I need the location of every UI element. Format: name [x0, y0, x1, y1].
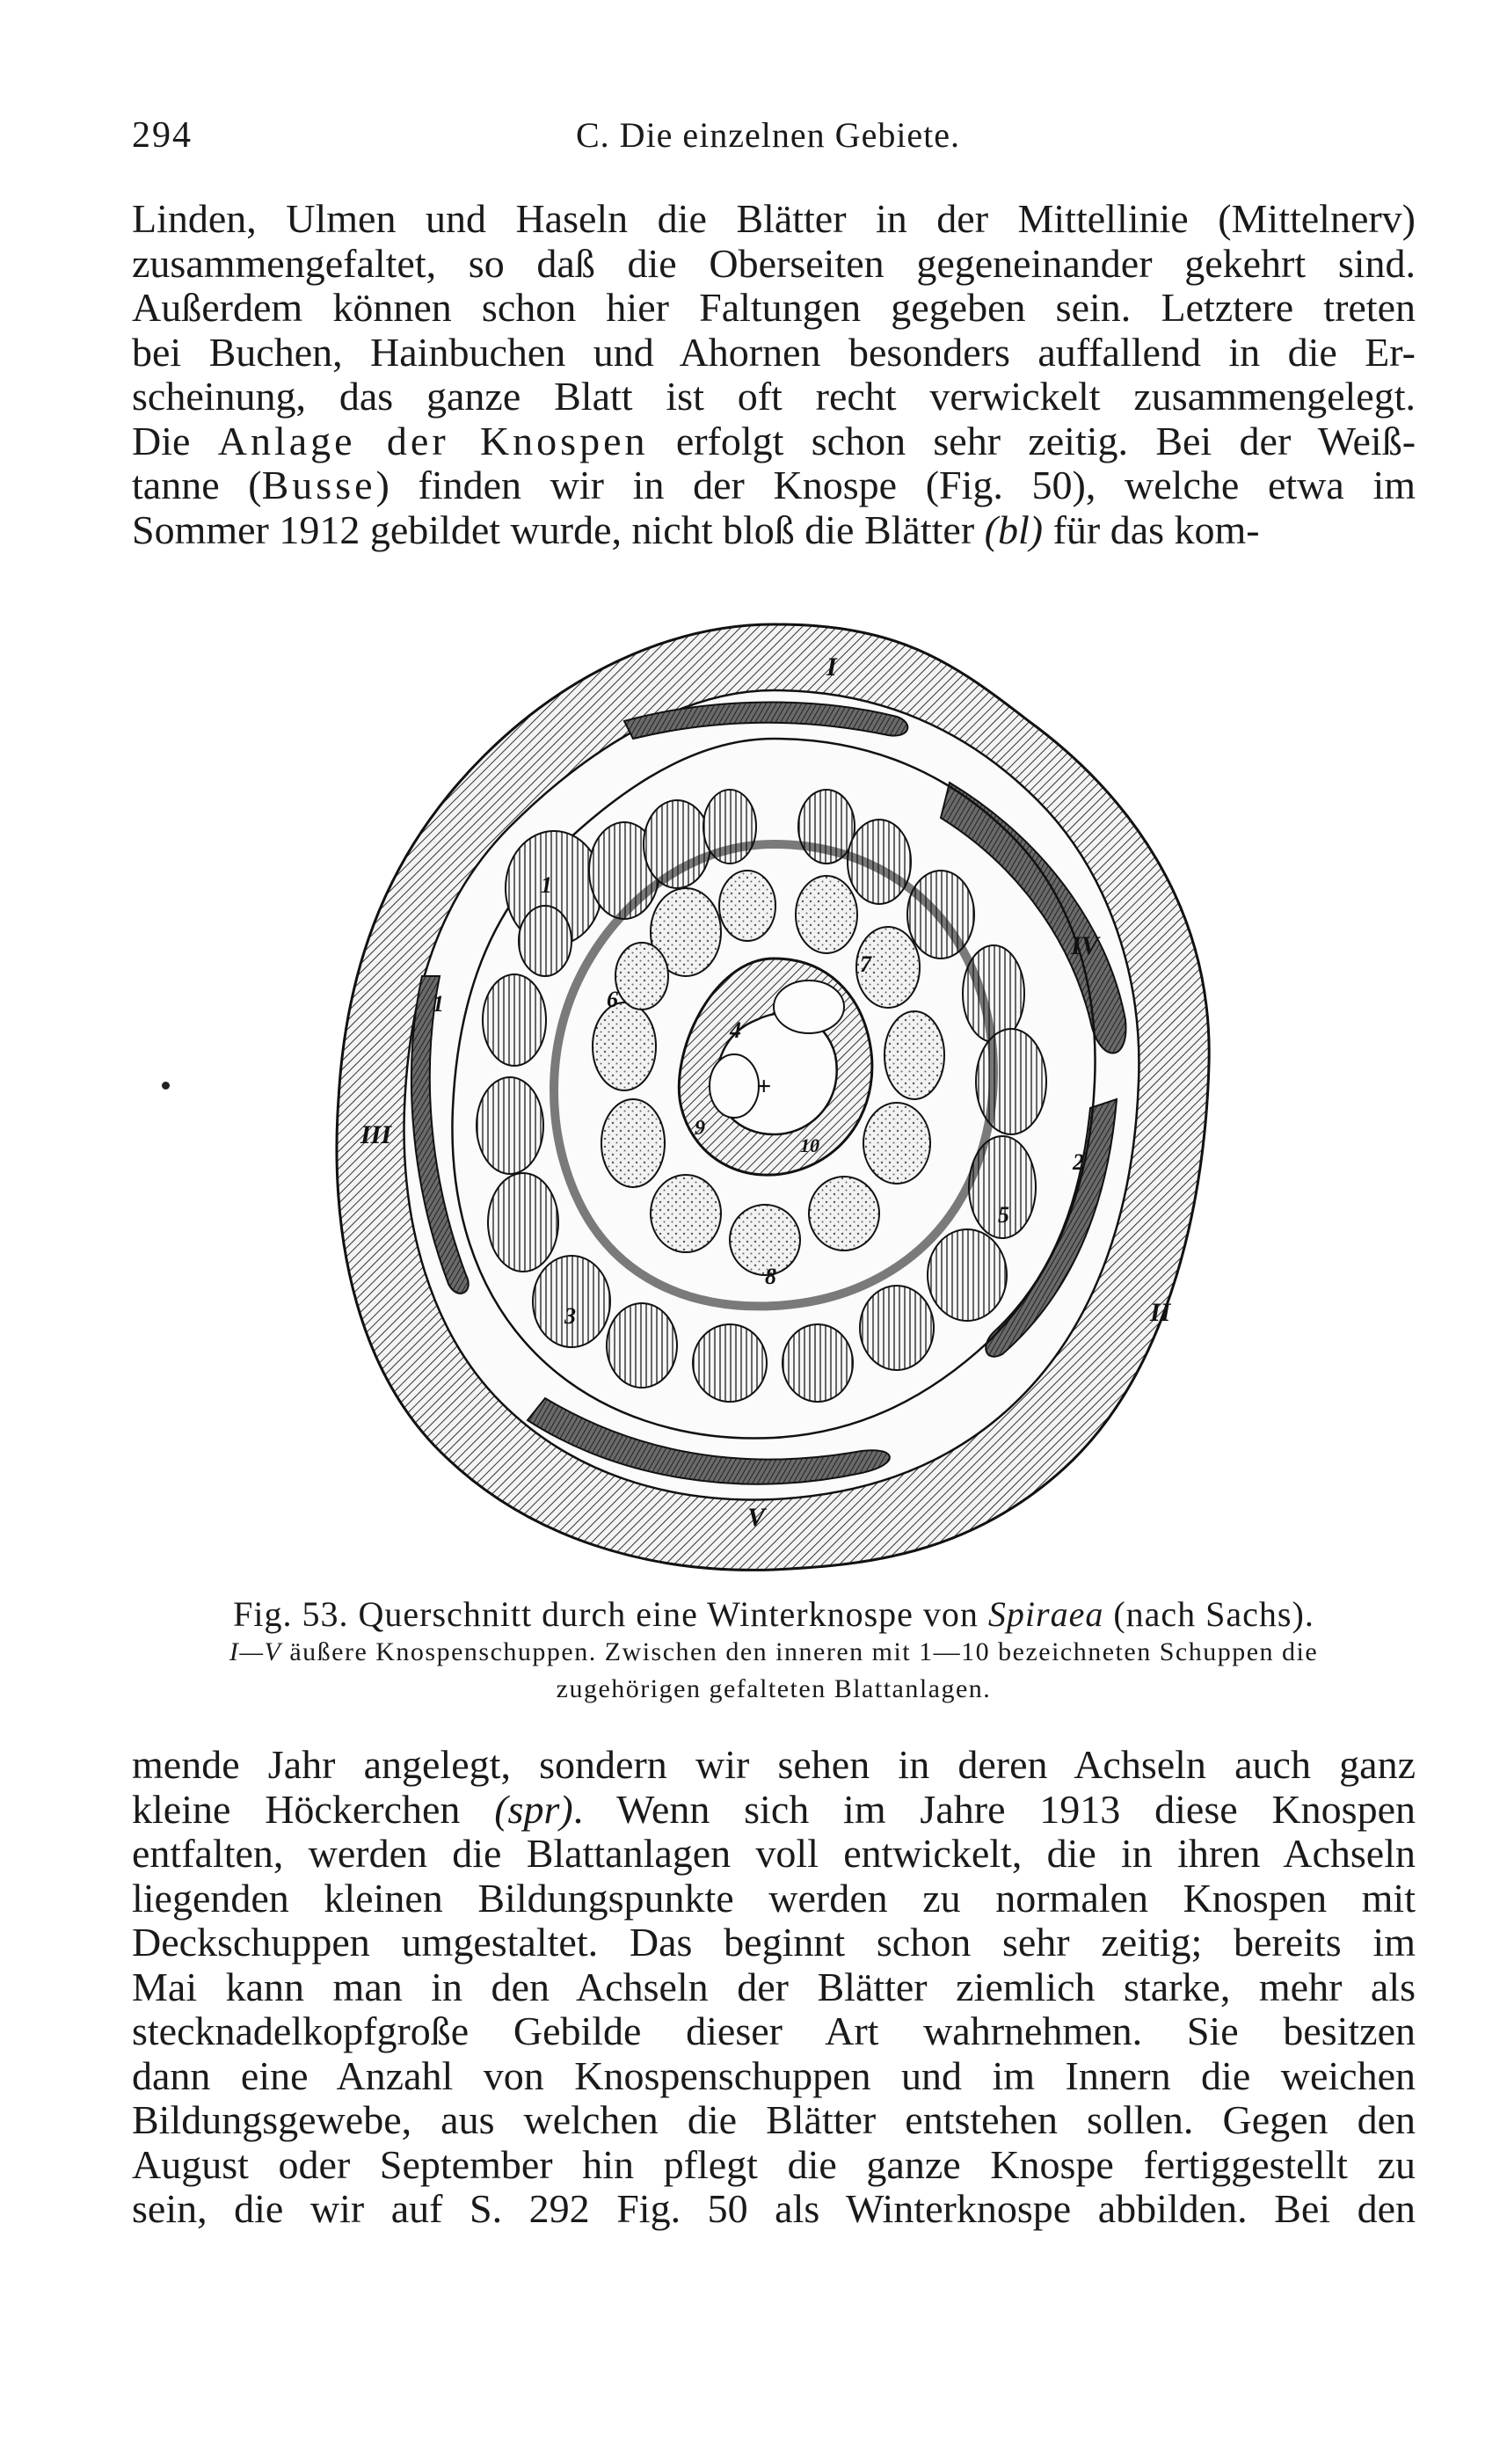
- text-line: entfalten, werden die Blattanlagen voll entwickelt, die in ihren Achseln: [132, 1831, 1416, 1876]
- page-number: 294: [132, 115, 193, 156]
- figure-spiraea-bud: [334, 607, 1213, 1583]
- text-line: stecknadelkopfgroße Gebilde dieser Art wahrnehmen. Sie besitzen: [132, 2008, 1416, 2053]
- paragraph-bottom: [132, 1743, 1416, 2232]
- running-title: C. Die einzelnen Gebiete.: [576, 115, 961, 155]
- label-10: 10: [800, 1134, 819, 1156]
- text-line: [132, 1788, 1416, 1833]
- text-line: Außerdem können schon hier Faltungen gegeben sein. Letztere treten: [132, 285, 1416, 330]
- text-line: [132, 463, 1416, 508]
- author-name: Busse: [261, 463, 376, 507]
- caption-span: äußere Knospenschuppen. Zwischen den inneren mit 1—10 bezeichneten Schuppen die: [281, 1637, 1319, 1666]
- label-8: 8: [765, 1264, 776, 1289]
- text-line: Deckschuppen umgestaltet. Das beginnt schon sehr zeitig; bereits im: [132, 1920, 1416, 1965]
- abbrev-spr: (spr): [494, 1786, 573, 1832]
- label-6: 6: [607, 987, 618, 1012]
- label-II: II: [1150, 1298, 1171, 1327]
- figure-caption-line3: zugehörigen gefalteten Blattanlagen.: [556, 1674, 992, 1703]
- bud-cross-section-illustration: [334, 607, 1213, 1583]
- text-span: kleine Höckerchen: [132, 1786, 495, 1832]
- label-1: 1: [541, 872, 552, 898]
- label-5: 5: [998, 1202, 1009, 1228]
- genus-name: Spiraea: [987, 1594, 1104, 1634]
- text-line: Linden, Ulmen und Haseln die Blätter in der Mittellinie (Mittelnerv): [132, 196, 1416, 241]
- label-V: V: [747, 1503, 766, 1532]
- label-3: 3: [564, 1303, 576, 1329]
- text-line: August oder September hin pflegt die ganze Knospe fertiggestellt zu: [132, 2141, 1416, 2187]
- text-span: ) finden wir in der Knospe (Fig. 50), welche etwa im: [375, 463, 1416, 507]
- label-I-top: I: [826, 652, 837, 682]
- text-line: bei Buchen, Hainbuchen und Ahornen besonders auffallend in die Er-: [132, 329, 1416, 375]
- label-9: 9: [695, 1117, 705, 1140]
- text-span: für das kom-: [1043, 507, 1260, 552]
- label-IV: IV: [1071, 931, 1099, 960]
- label-cross: +: [756, 1072, 772, 1101]
- text-line: mende Jahr angelegt, sondern wir sehen in deren Achseln auch ganz: [132, 1742, 1416, 1787]
- text-span: . Wenn sich im Jahre 1913 diese Knospen: [572, 1786, 1416, 1832]
- emphasis-anlage: Anlage der Knospen: [217, 418, 649, 463]
- label-2: 2: [1073, 1149, 1084, 1175]
- caption-span: (nach Sachs).: [1103, 1594, 1314, 1634]
- caption-span: I—V: [229, 1637, 282, 1666]
- label-1-left: 1: [433, 991, 444, 1017]
- text-line: dann eine Anzahl von Knospenschuppen und im Innern die weichen: [132, 2052, 1416, 2098]
- text-line: scheinung, das ganze Blatt ist oft recht verwickelt zusammengelegt.: [132, 374, 1416, 419]
- caption-span: Fig. 53. Querschnitt durch eine Winterknospe von: [233, 1594, 988, 1634]
- text-line: zusammengefaltet, so daß die Oberseiten gegeneinander gekehrt sind.: [132, 240, 1416, 286]
- text-line: [132, 419, 1416, 464]
- text-line: Bildungsgewebe, aus welchen die Blätter entstehen sollen. Gegen den: [132, 2097, 1416, 2142]
- label-III: III: [360, 1120, 392, 1149]
- text-span: tanne (: [132, 463, 262, 507]
- text-span: erfolgt schon sehr zeitig. Bei der Weiß-: [648, 418, 1416, 463]
- page-header: [132, 114, 1407, 158]
- paragraph-top: [132, 197, 1416, 552]
- text-line: sein, die wir auf S. 292 Fig. 50 als Winterknospe abbilden. Bei den: [132, 2186, 1416, 2231]
- text-line: liegenden kleinen Bildungspunkte werden zu normalen Knospen mit: [132, 1875, 1416, 1921]
- label-7: 7: [860, 951, 871, 977]
- figure-caption-line2: [132, 1637, 1416, 1667]
- figure-caption-title: [132, 1593, 1416, 1635]
- label-4: 4: [730, 1017, 741, 1043]
- text-line: Mai kann man in den Achseln der Blätter ziemlich starke, mehr als: [132, 1964, 1416, 2009]
- abbrev-bl: (bl): [984, 507, 1044, 552]
- text-line: [132, 508, 1416, 553]
- text-span: Die: [132, 418, 218, 463]
- text-span: Sommer 1912 gebildet wurde, nicht bloß die Blätter: [132, 507, 985, 552]
- stray-dot: [162, 1082, 170, 1090]
